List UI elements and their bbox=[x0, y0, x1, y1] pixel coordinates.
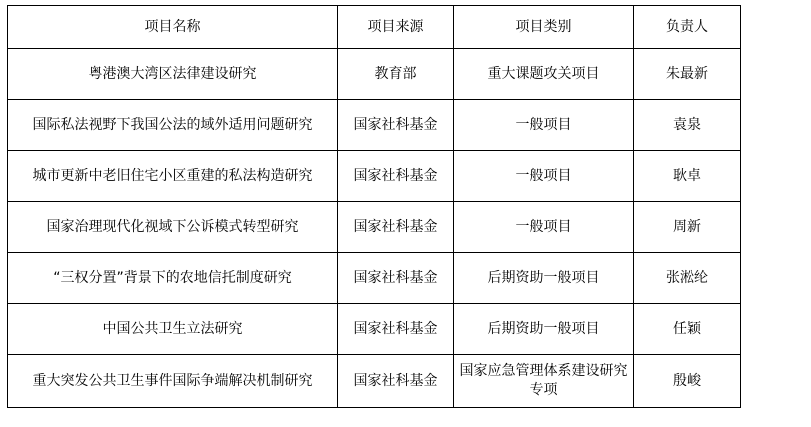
cell-project-source: 国家社科基金 bbox=[338, 100, 454, 151]
cell-project-name: 粤港澳大湾区法律建设研究 bbox=[8, 49, 338, 100]
cell-project-name: 重大突发公共卫生事件国际争端解决机制研究 bbox=[8, 355, 338, 408]
cell-project-source: 国家社科基金 bbox=[338, 355, 454, 408]
cell-project-source: 国家社科基金 bbox=[338, 151, 454, 202]
table-header bbox=[8, 6, 741, 49]
cell-project-type: 后期资助一般项目 bbox=[454, 253, 634, 304]
project-table bbox=[7, 5, 741, 408]
cell-project-type: 一般项目 bbox=[454, 151, 634, 202]
cell-project-leader: 袁泉 bbox=[634, 100, 741, 151]
cell-project-type: 国家应急管理体系建设研究专项 bbox=[454, 355, 634, 408]
cell-project-source: 国家社科基金 bbox=[338, 253, 454, 304]
cell-project-type: 后期资助一般项目 bbox=[454, 304, 634, 355]
table-row bbox=[8, 355, 741, 408]
cell-project-name: 国家治理现代化视域下公诉模式转型研究 bbox=[8, 202, 338, 253]
column-header-type: 项目类别 bbox=[454, 6, 634, 49]
table-row bbox=[8, 151, 741, 202]
table-row bbox=[8, 253, 741, 304]
table-row bbox=[8, 49, 741, 100]
cell-project-source: 国家社科基金 bbox=[338, 202, 454, 253]
table-row bbox=[8, 202, 741, 253]
table-row bbox=[8, 304, 741, 355]
cell-project-name: 中国公共卫生立法研究 bbox=[8, 304, 338, 355]
column-header-leader: 负责人 bbox=[634, 6, 741, 49]
cell-project-leader: 朱最新 bbox=[634, 49, 741, 100]
cell-project-type: 一般项目 bbox=[454, 100, 634, 151]
table-body bbox=[8, 49, 741, 408]
column-header-source: 项目来源 bbox=[338, 6, 454, 49]
cell-project-name: 城市更新中老旧住宅小区重建的私法构造研究 bbox=[8, 151, 338, 202]
cell-project-leader: 任颖 bbox=[634, 304, 741, 355]
cell-project-source: 国家社科基金 bbox=[338, 304, 454, 355]
cell-project-type: 一般项目 bbox=[454, 202, 634, 253]
table-row bbox=[8, 100, 741, 151]
cell-project-name: 国际私法视野下我国公法的域外适用问题研究 bbox=[8, 100, 338, 151]
column-header-name: 项目名称 bbox=[8, 6, 338, 49]
cell-project-source: 教育部 bbox=[338, 49, 454, 100]
cell-project-leader: 殷峻 bbox=[634, 355, 741, 408]
cell-project-type: 重大课题攻关项目 bbox=[454, 49, 634, 100]
cell-project-leader: 张淞纶 bbox=[634, 253, 741, 304]
cell-project-name: “三权分置”背景下的农地信托制度研究 bbox=[8, 253, 338, 304]
cell-project-leader: 耿卓 bbox=[634, 151, 741, 202]
cell-project-leader: 周新 bbox=[634, 202, 741, 253]
table-header-row bbox=[8, 6, 741, 49]
